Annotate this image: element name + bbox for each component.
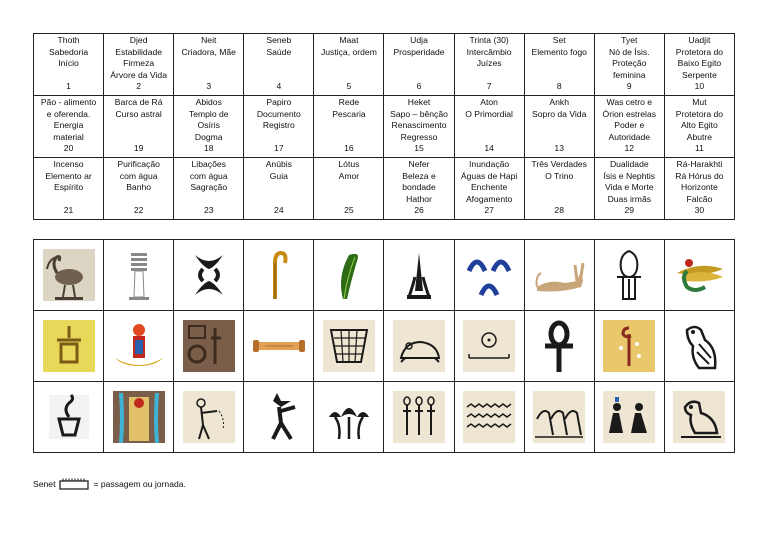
- symbol-number: 25: [344, 205, 354, 216]
- hieroglyph-table: [33, 239, 735, 453]
- glyph-cell: [594, 240, 664, 311]
- udja-icon: [391, 247, 447, 303]
- glyph-cell: [664, 382, 734, 453]
- ankh-icon: [531, 318, 587, 374]
- symbol-meaning-line: Barca de Rá: [114, 97, 163, 107]
- symbol-cell: [314, 158, 384, 220]
- symbol-meaning-line: feminina: [613, 70, 646, 81]
- maat-feather-icon: [321, 247, 377, 303]
- symbol-meaning-line: material: [53, 132, 84, 143]
- symbol-cell: [594, 34, 664, 96]
- symbol-number: 30: [694, 205, 705, 216]
- symbol-cell: [454, 158, 524, 220]
- heket-frog-icon: [391, 318, 447, 374]
- symbol-meaning-line: Protetora do: [675, 46, 724, 57]
- set-animal-icon: [531, 247, 587, 303]
- symbol-number: 28: [554, 205, 564, 216]
- glyph-cell: [524, 382, 594, 453]
- symbol-number: 15: [414, 143, 424, 154]
- symbol-meaning-line: Lótus: [338, 159, 360, 169]
- symbol-number: 2: [136, 81, 142, 92]
- symbol-cell: [454, 34, 524, 96]
- symbol-meaning-line: Elemento ar: [45, 170, 92, 181]
- glyph-cell: [104, 311, 174, 382]
- symbol-meaning-line: Firmeza: [123, 58, 155, 69]
- glyph-cell: [244, 382, 314, 453]
- symbol-cell: [594, 158, 664, 220]
- neith-shuttle-icon: [181, 247, 237, 303]
- symbol-meaning-line: Rede: [338, 97, 360, 107]
- symbol-meaning-line: Incenso: [53, 159, 84, 169]
- symbol-meaning-line: O Primordial: [465, 108, 513, 119]
- symbol-meaning-line: Dogma: [194, 132, 223, 143]
- symbol-number: 16: [344, 143, 354, 154]
- symbol-meaning-line: Maat: [339, 35, 359, 45]
- symbol-number: 19: [133, 143, 144, 154]
- symbol-meaning-line: Sopro da Vida: [532, 108, 587, 119]
- symbol-number: 1: [66, 81, 71, 92]
- symbol-meaning-line: Saúde: [266, 46, 292, 57]
- purification-figure-icon: [111, 389, 167, 445]
- symbol-number: 20: [63, 143, 74, 154]
- vulture-icon: [671, 318, 727, 374]
- symbol-meaning-line: com água: [119, 170, 158, 181]
- symbol-meaning-line: Dualidade: [609, 159, 649, 169]
- symbol-number: 29: [624, 205, 635, 216]
- symbol-cell: [594, 96, 664, 158]
- water-lines-icon: [461, 389, 517, 445]
- symbol-cell: [244, 158, 314, 220]
- symbol-meaning-line: Criadora, Mãe: [181, 46, 236, 57]
- abydos-relief-icon: [181, 318, 237, 374]
- glyph-cell: [454, 311, 524, 382]
- glyph-cell: [664, 240, 734, 311]
- djed-pillar-icon: [111, 247, 167, 303]
- symbol-meaning-line: Inundação: [469, 159, 510, 169]
- symbol-cell: [314, 34, 384, 96]
- glyph-cell: [594, 382, 664, 453]
- fishing-net-icon: [321, 318, 377, 374]
- glyph-cell: [594, 311, 664, 382]
- symbol-cell: [104, 34, 174, 96]
- glyph-cell: [174, 240, 244, 311]
- symbol-meaning-line: Início: [58, 58, 79, 69]
- symbol-cell: [244, 34, 314, 96]
- symbol-cell: [524, 158, 594, 220]
- libation-figure-icon: [181, 389, 237, 445]
- symbol-number: 14: [484, 143, 494, 154]
- symbol-cell: [524, 96, 594, 158]
- symbol-meaning-line: Templo de: [188, 108, 229, 119]
- aton-disk-icon: [461, 318, 517, 374]
- symbol-meaning-line: Protetora do: [675, 108, 724, 119]
- symbol-meaning-line: Energia: [53, 120, 84, 131]
- thirty-arches-icon: [461, 247, 517, 303]
- symbol-meaning-line: Vida e Morte: [605, 182, 654, 193]
- glyph-cell: [384, 382, 454, 453]
- symbol-meaning-line: Alto Egito: [681, 120, 718, 131]
- symbol-meaning-line: Órion estrelas: [602, 108, 657, 119]
- symbol-cell: [384, 96, 454, 158]
- glyph-cell: [244, 311, 314, 382]
- symbol-cell: [174, 34, 244, 96]
- symbol-meaning-line: Was cetro e: [606, 97, 653, 107]
- symbol-meaning-line: Neit: [201, 35, 217, 45]
- symbol-number: 21: [63, 205, 74, 216]
- symbol-cell: [34, 158, 104, 220]
- symbol-meaning-line: Renascimento: [391, 120, 447, 131]
- sun-barque-icon: [111, 318, 167, 374]
- text-row: [34, 158, 735, 220]
- symbol-meaning-line: Rá Hórus do: [675, 170, 724, 181]
- symbol-meaning-line: Hathor: [406, 194, 432, 205]
- symbol-meaning-line: Afogamento: [465, 194, 513, 205]
- symbol-cell: [664, 34, 734, 96]
- glyph-cell: [244, 240, 314, 311]
- symbol-meaning-line: com água: [189, 170, 228, 181]
- symbol-meaning-line: Sagração: [190, 182, 228, 193]
- symbol-meaning-line: Espírito: [53, 182, 84, 193]
- symbol-meaning-line: Nó de Ísis.: [608, 46, 650, 57]
- symbol-number: 11: [694, 143, 704, 154]
- symbol-cell: [104, 158, 174, 220]
- symbol-number: 13: [554, 143, 564, 154]
- symbol-number: 7: [486, 81, 492, 92]
- symbol-number: 23: [203, 205, 214, 216]
- glyph-cell: [104, 382, 174, 453]
- glyph-cell: [384, 311, 454, 382]
- glyph-cell: [454, 240, 524, 311]
- falcon-icon: [671, 389, 727, 445]
- glyph-cell: [34, 240, 104, 311]
- symbol-meaning-line: Duas irmãs: [607, 194, 652, 205]
- symbol-meaning-line: Sapo – bênção: [390, 108, 448, 119]
- symbol-meaning-line: Udja: [410, 35, 428, 45]
- symbol-number: 12: [624, 143, 635, 154]
- symbol-number: 26: [414, 205, 424, 216]
- symbol-meaning-line: Documento: [256, 108, 301, 119]
- glyph-row: [34, 311, 735, 382]
- symbol-meaning-line: Árvore da Vida: [110, 70, 167, 81]
- symbol-meaning-line: Curso astral: [115, 108, 162, 119]
- symbol-cell: [384, 34, 454, 96]
- symbol-meaning-line: Mut: [692, 97, 707, 107]
- symbol-meaning-line: Intercâmbio: [466, 46, 512, 57]
- symbol-meaning-line: Djed: [129, 35, 148, 45]
- glyph-cell: [454, 382, 524, 453]
- symbol-meaning-line: Trinta (30): [469, 35, 509, 45]
- symbol-cell: [524, 34, 594, 96]
- senet-label: Senet: [33, 479, 56, 489]
- symbol-meaning-line: Rá-Harakhti: [676, 159, 723, 169]
- symbol-meaning-line: Thoth: [57, 35, 80, 45]
- symbol-meaning-line: Beleza e: [402, 170, 436, 181]
- symbol-meaning-line: Estabilidade: [115, 46, 163, 57]
- symbol-meaning-line: Set: [552, 35, 566, 45]
- symbol-meaning-line: Ísis e Nephtis: [603, 170, 656, 181]
- symbol-meaning-line: Falcão: [686, 194, 713, 205]
- was-crook-icon: [251, 247, 307, 303]
- symbol-meaning-line: bondade: [402, 182, 436, 193]
- symbol-meaning-line: Prosperidade: [393, 46, 445, 57]
- symbol-number: 4: [276, 81, 282, 92]
- two-sisters-icon: [601, 389, 657, 445]
- symbol-meaning-line: Anúbis: [265, 159, 292, 169]
- symbol-cell: [244, 96, 314, 158]
- three-birds-icon: [531, 389, 587, 445]
- symbol-meaning-line: Abidos: [195, 97, 222, 107]
- glyph-cell: [314, 382, 384, 453]
- symbol-meaning-line: Heket: [407, 97, 431, 107]
- symbol-number: 27: [484, 205, 494, 216]
- symbol-meaning-line: Uadjit: [688, 35, 711, 45]
- symbol-meaning-line: Tyet: [621, 35, 638, 45]
- symbol-meaning-line: Três Verdades: [531, 159, 587, 169]
- symbol-meaning-line: Abutre: [686, 132, 713, 143]
- symbol-cell: [34, 96, 104, 158]
- symbol-meaning-line: Registro: [262, 120, 295, 131]
- symbol-cell: [664, 158, 734, 220]
- text-row: [34, 34, 735, 96]
- glyph-cell: [34, 382, 104, 453]
- symbol-cell: [454, 96, 524, 158]
- symbol-meaning-line: Águas de Hapi: [460, 170, 518, 181]
- tyet-knot-icon: [601, 247, 657, 303]
- glyph-cell: [34, 311, 104, 382]
- symbol-meaning-line: Poder e: [614, 120, 645, 131]
- symbol-meaning-line: Enchente: [470, 182, 508, 193]
- symbol-meaning-line: Serpente: [681, 70, 717, 81]
- nefer-icon: [391, 389, 447, 445]
- glyph-cell: [384, 240, 454, 311]
- symbol-meaning-line: Pescaria: [332, 108, 366, 119]
- symbol-meaning-line: Papiro: [266, 97, 292, 107]
- symbol-meaning-line: Seneb: [266, 35, 292, 45]
- glyph-cell: [524, 240, 594, 311]
- symbol-meaning-line: Libações: [191, 159, 226, 169]
- ibis-icon: [41, 247, 97, 303]
- symbol-meaning-line: Elemento fogo: [531, 46, 587, 57]
- symbol-meaning-line: Amor: [338, 170, 360, 181]
- incense-pot-icon: [41, 389, 97, 445]
- papyrus-scroll-icon: [251, 318, 307, 374]
- glyph-cell: [314, 311, 384, 382]
- senet-meaning: = passagem ou jornada.: [93, 479, 186, 489]
- glyph-cell: [174, 311, 244, 382]
- symbol-number: 3: [206, 81, 212, 92]
- symbol-meaning-line: Purificação: [117, 159, 160, 169]
- glyph-cell: [314, 240, 384, 311]
- anubis-figure-icon: [251, 389, 307, 445]
- bread-offering-icon: [41, 318, 97, 374]
- symbol-meaning-line: Horizonte: [681, 182, 718, 193]
- glyph-row: [34, 240, 735, 311]
- symbol-meaning-line: O Trino: [545, 170, 574, 181]
- symbol-cell: [104, 96, 174, 158]
- symbol-number: 10: [694, 81, 705, 92]
- symbol-meaning-line: Juízes: [476, 58, 502, 69]
- symbol-cell: [34, 34, 104, 96]
- symbol-meaning-line: Ankh: [549, 97, 569, 107]
- symbol-cell: [174, 96, 244, 158]
- uadjit-cobra-icon: [671, 247, 727, 303]
- symbol-meaning-line: Proteção: [612, 58, 647, 69]
- symbol-cell: [174, 158, 244, 220]
- symbol-cell: [314, 96, 384, 158]
- symbol-number: 6: [416, 81, 422, 92]
- symbol-cell: [384, 158, 454, 220]
- symbol-meaning-line: e oferenda.: [46, 108, 91, 119]
- symbol-meaning-line: Osíris: [197, 120, 220, 131]
- symbol-number: 8: [556, 81, 562, 92]
- glyph-cell: [524, 311, 594, 382]
- text-row: [34, 96, 735, 158]
- symbol-meaning-line: Pão - alimento: [40, 97, 97, 107]
- symbol-number: 24: [274, 205, 284, 216]
- symbol-meaning-line: Nefer: [408, 159, 430, 169]
- symbol-meaning-line: Autoridade: [608, 132, 651, 143]
- symbol-meaning-line: Sabedoria: [48, 46, 89, 57]
- symbol-meaning-line: Aton: [480, 97, 498, 107]
- glyph-cell: [104, 240, 174, 311]
- symbol-meaning-line: Regresso: [400, 132, 438, 143]
- senet-board-icon: [59, 478, 89, 490]
- symbol-number: 22: [133, 205, 144, 216]
- symbol-number: 9: [626, 81, 632, 92]
- symbol-meaning-line: Baixo Egito: [677, 58, 722, 69]
- symbol-number: 18: [203, 143, 214, 154]
- glyph-cell: [174, 382, 244, 453]
- symbol-meaning-line: Guia: [269, 170, 288, 181]
- symbol-number: 17: [274, 143, 284, 154]
- senet-note: [33, 478, 186, 490]
- lotus-icon: [321, 389, 377, 445]
- glyph-cell: [664, 311, 734, 382]
- was-scepter-icon: [601, 318, 657, 374]
- glyph-row: [34, 382, 735, 453]
- symbol-number: 5: [346, 81, 352, 92]
- symbol-cell: [664, 96, 734, 158]
- symbol-meaning-line: Banho: [126, 182, 152, 193]
- symbols-text-table: [33, 33, 735, 220]
- symbol-meaning-line: Justiça, ordem: [320, 46, 377, 57]
